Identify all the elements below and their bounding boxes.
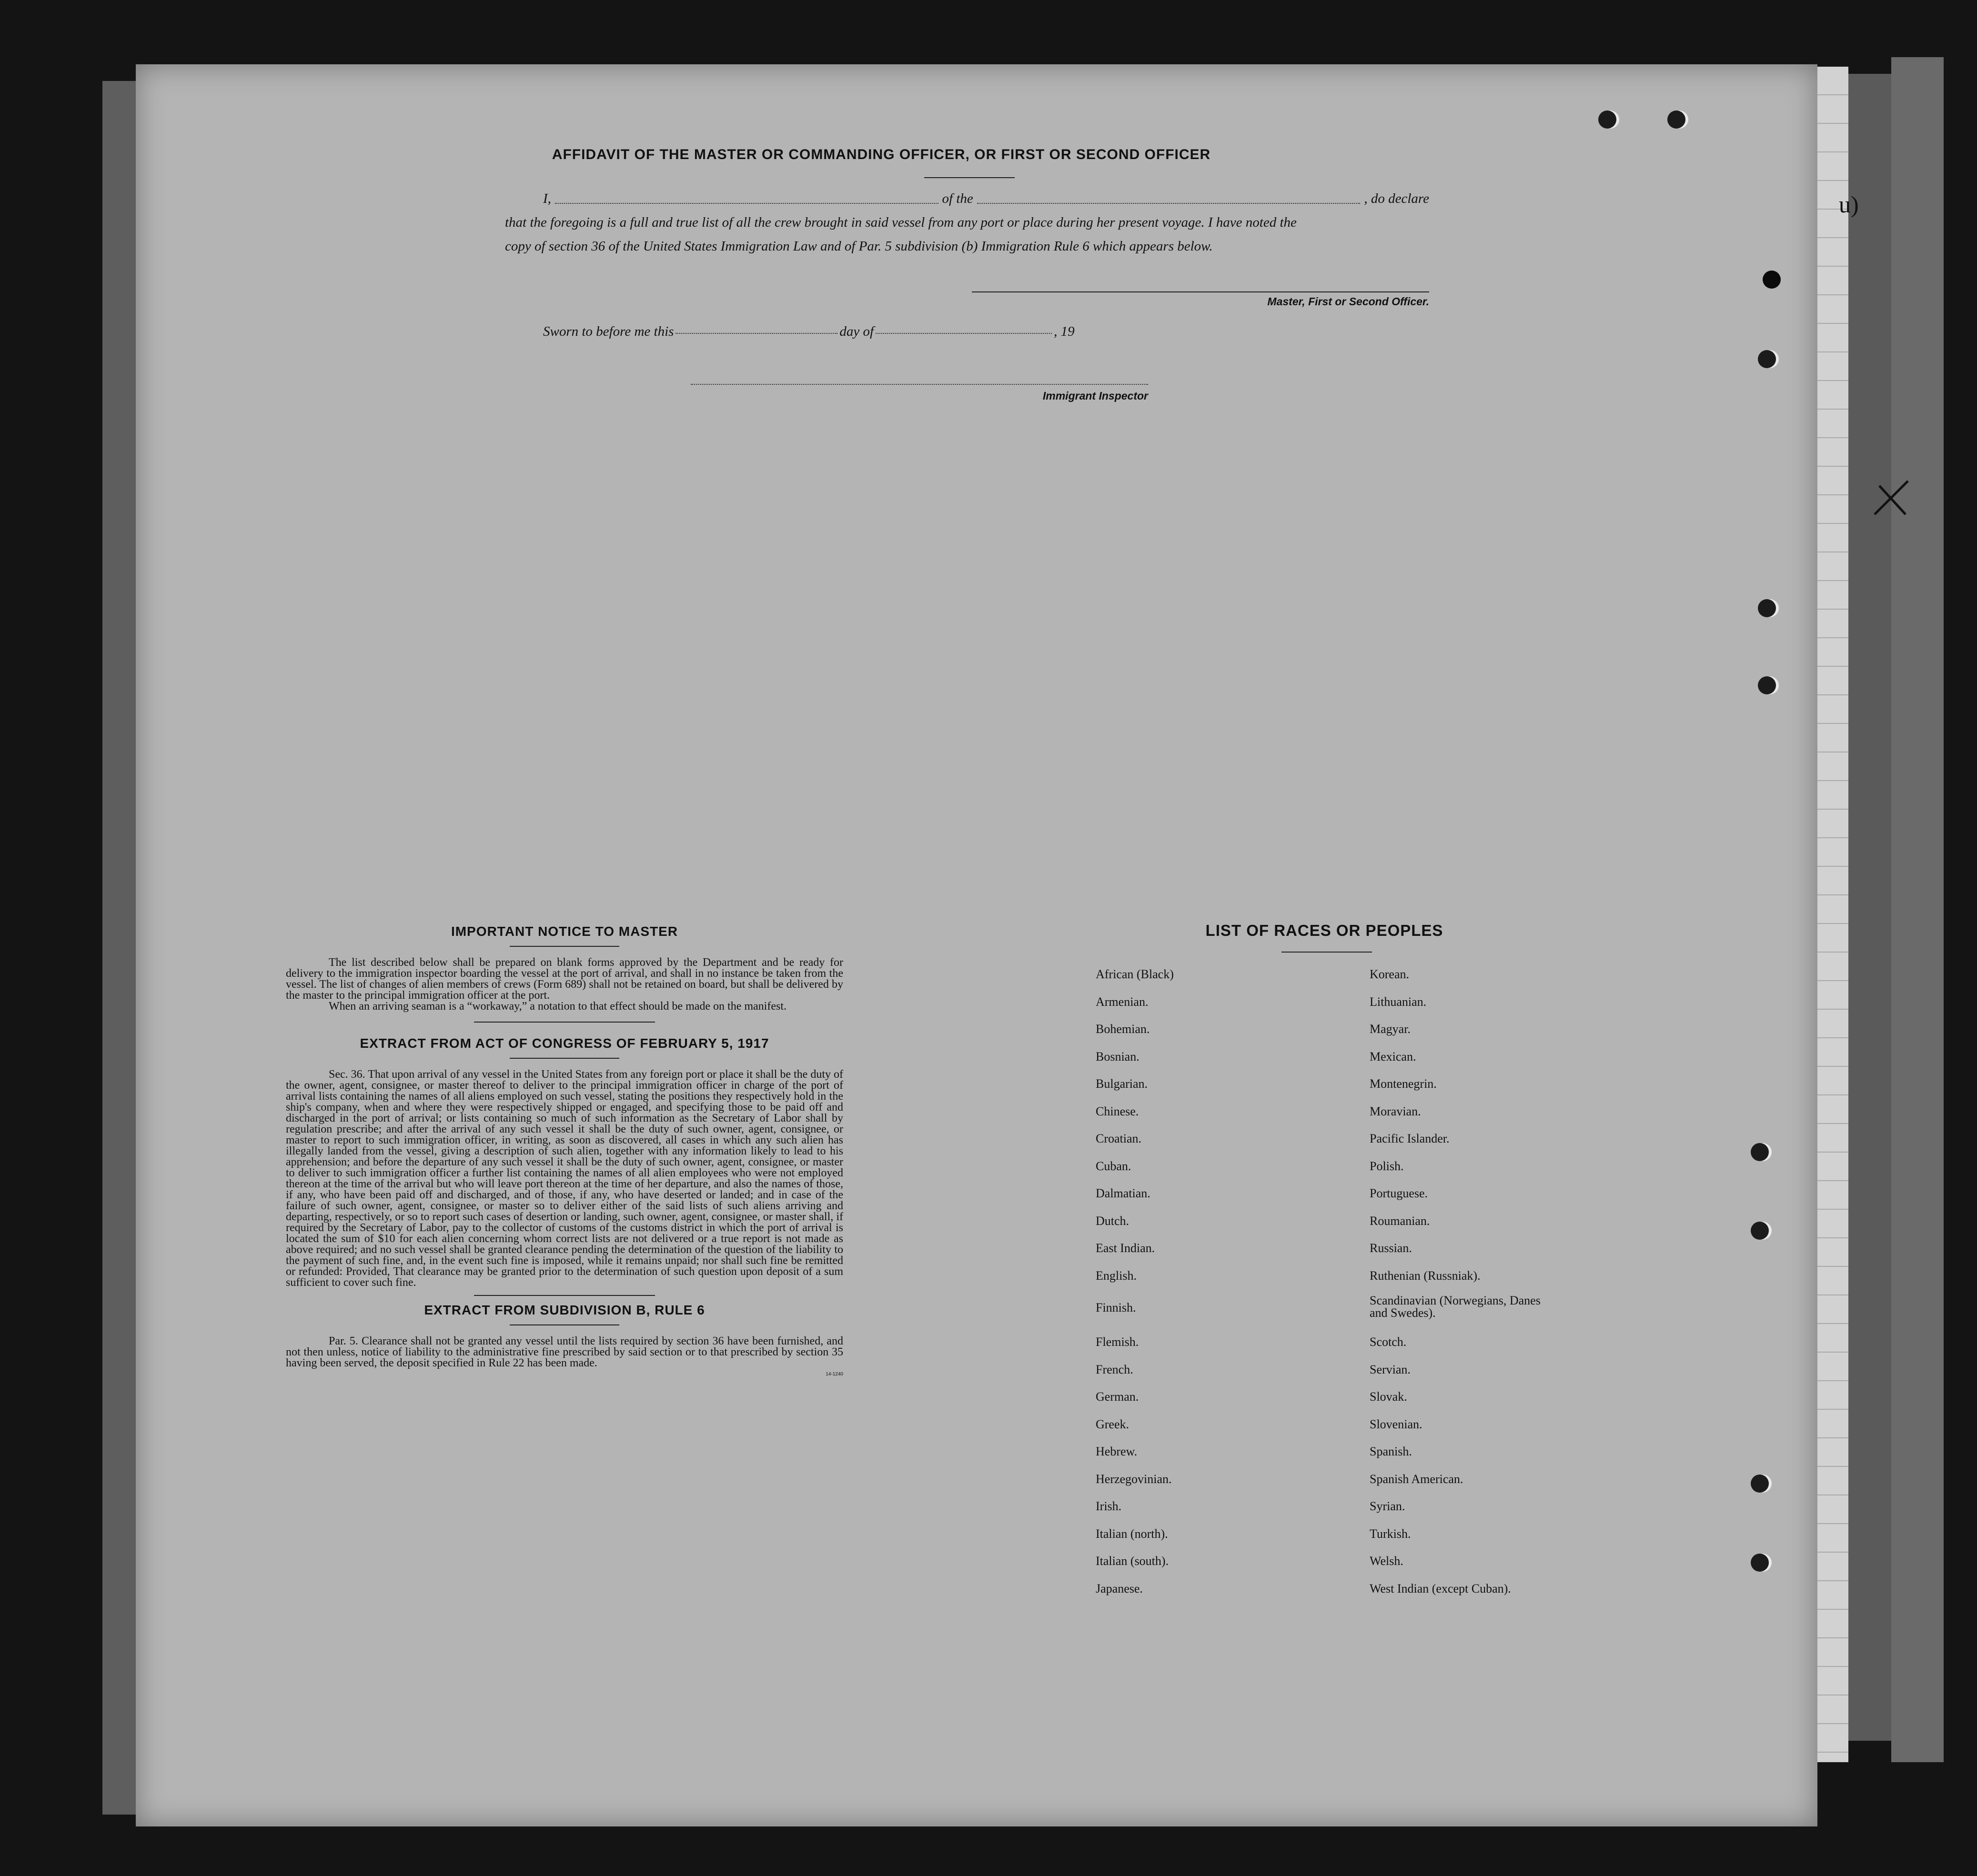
- races-list-right: [1370, 962, 1636, 1604]
- race-item: Herzegovinian.: [1096, 1472, 1172, 1486]
- notice-paragraph-1: The list described below shall be prepared on blank forms approved by the Department and be ready for delivery to the immigration inspector boarding the vessel at the port of arrival, and shall in no instance be taken from the vessel. The list of changes of alien members of crews (Form 689) shall not be retained on board, but shall be delivered by the master to the principal immigration officer at the port.: [286, 956, 843, 1002]
- race-item: Slovenian.: [1370, 1417, 1422, 1431]
- notice-divider: [510, 946, 619, 947]
- sworn-mid: day of: [839, 324, 874, 339]
- race-item: West Indian (except Cuban).: [1370, 1581, 1511, 1595]
- race-item: Finnish.: [1096, 1301, 1136, 1314]
- affidavit-line1-mid: of the: [942, 191, 973, 206]
- race-item: French.: [1096, 1362, 1133, 1376]
- inspector-caption: Immigrant Inspector: [1042, 390, 1148, 402]
- right-background-page: [1891, 57, 1944, 1762]
- binder-hole: [1751, 1143, 1769, 1161]
- affidavit-line1-start: I,: [543, 191, 551, 206]
- form-number: 14-1240: [826, 1372, 843, 1377]
- race-item: Russian.: [1370, 1241, 1412, 1255]
- race-item: Ruthenian (Russniak).: [1370, 1268, 1481, 1283]
- race-item: Dalmatian.: [1096, 1186, 1150, 1200]
- race-item: Bulgarian.: [1096, 1077, 1148, 1091]
- race-item: Flemish.: [1096, 1335, 1139, 1349]
- binder-hole: [1751, 1475, 1769, 1493]
- extract-act-text: Sec. 36. That upon arrival of any vessel in the United States from any foreign port or place it shall be the duty of the owner, agent, consignee, or master thereof to deliver to the principal immigration officer in charge of the port of arrival lists containing the names of all aliens employed on such vessel, stating the positions they respectively hold in the ship's company, when and where they were respectively shipped or engaged, and specifying those to be paid off and discharged in the port of arrival; or lists containing so much of such information as the Secretary of Labor shall by regulation prescribe; and after the arrival of any such vessel it shall be the duty of such owner, agent, consignee, or master to report to such immigration officer, in writing, as soon as discovered, all cases in which any such alien has illegally landed from the vessel, giving a description of such alien, together with any information likely to lead to his apprehension; and before the departure of any such vessel it shall be the duty of such owner, agent, consignee, or master to deliver to such immigration officer a further list containing the names of all alien employees who were not employed thereon at the time of the arrival but who will leave port thereon at the time of her departure, and also the names of those, if any, who have been paid off and discharged, and of those, if any, who have deserted or landed; and in case of the failure of such owner, agent, consignee, or master so to deliver either of the said lists of such aliens arriving and departing, respectively, or so to report such cases of desertion or landing, such owner, agent, consignee, or master shall, if required by the Secretary of Labor, pay to the collector of customs of the customs district in which the port of arrival is located the sum of $10 for each alien concerning whom correct lists are not delivered or a true report is not made as above required; and no such vessel shall be granted clearance pending the determination of the question of the liability to the payment of such fine, and, in the event such fine is imposed, while it remains unpaid; nor shall such fine be remitted or refunded: Provided, That clearance may be granted prior to the determination of such question upon deposit of a sum sufficient to cover such fine.: [286, 1068, 843, 1289]
- races-title: LIST OF RACES OR PEOPLES: [1205, 922, 1443, 939]
- race-item: Scotch.: [1370, 1335, 1407, 1349]
- affidavit-line1-end: , do declare: [1364, 191, 1429, 206]
- affidavit-line2: that the foregoing is a full and true list of all the crew brought in said vessel from any port or place during her present voyage. I have noted the: [505, 215, 1297, 230]
- name-blank: [555, 187, 938, 204]
- binder-hole: [1751, 1554, 1769, 1572]
- race-item: Spanish.: [1370, 1445, 1412, 1458]
- right-page-edge-dark: [1848, 74, 1891, 1741]
- race-item: Roumanian.: [1370, 1214, 1430, 1228]
- left-binding-edge: [102, 81, 138, 1815]
- binder-hole: [1758, 599, 1776, 617]
- race-item: Montenegrin.: [1370, 1077, 1437, 1091]
- race-item: Pacific Islander.: [1370, 1132, 1450, 1145]
- sworn-line: [543, 324, 1115, 340]
- race-item: Moravian.: [1370, 1104, 1421, 1118]
- notice-paragraph-2: When an arriving seaman is a “workaway,” a notation to that effect should be made on the manifest.: [329, 1000, 787, 1013]
- instructions-column: [286, 924, 843, 1377]
- section-divider: [474, 1022, 655, 1023]
- handwritten-x-mark: [1870, 476, 1913, 519]
- race-item: Cuban.: [1096, 1159, 1131, 1173]
- race-item: German.: [1096, 1390, 1139, 1404]
- vessel-blank: [977, 187, 1361, 204]
- race-item: Irish.: [1096, 1499, 1122, 1513]
- race-item: Chinese.: [1096, 1104, 1139, 1118]
- affidavit-title: AFFIDAVIT OF THE MASTER OR COMMANDING OFFICER, OR FIRST OR SECOND OFFICER: [552, 147, 1211, 162]
- notice-title: IMPORTANT NOTICE TO MASTER: [451, 924, 678, 939]
- races-divider: [1281, 952, 1372, 953]
- race-item: Welsh.: [1370, 1554, 1403, 1568]
- title-divider: [924, 177, 1015, 178]
- section-divider: [474, 1295, 655, 1296]
- binder-hole: [1598, 110, 1616, 129]
- race-item: Greek.: [1096, 1417, 1130, 1431]
- race-item: African (Black): [1096, 967, 1174, 981]
- race-item: Servian.: [1370, 1362, 1411, 1376]
- sworn-start: Sworn to before me this: [543, 324, 674, 339]
- binder-hole: [1758, 350, 1776, 368]
- race-item: English.: [1096, 1268, 1137, 1283]
- affidavit-body: [505, 187, 1429, 258]
- race-item: Lithuanian.: [1370, 994, 1427, 1009]
- race-item: Magyar.: [1370, 1022, 1411, 1036]
- race-item: Hebrew.: [1096, 1445, 1138, 1458]
- races-list-left: [1096, 962, 1362, 1604]
- race-item: Armenian.: [1096, 994, 1149, 1009]
- month-blank: [876, 324, 1052, 334]
- officer-signature-line: [972, 291, 1429, 292]
- affidavit-line3: copy of section 36 of the United States Immigration Law and of Par. 5 subdivision (b) Immigration Rule 6 which appears below.: [505, 239, 1213, 254]
- extract-rule-divider: [510, 1324, 619, 1325]
- race-item: Italian (north).: [1096, 1526, 1168, 1541]
- race-item: Polish.: [1370, 1159, 1404, 1173]
- race-item: Mexican.: [1370, 1049, 1416, 1063]
- race-item: Bosnian.: [1096, 1049, 1140, 1063]
- extract-rule-text: Par. 5. Clearance shall not be granted any vessel until the lists required by section 36 have been furnished, and not then unless, notice of liability to the administrative fine prescribed by said section or to that prescribed by section 35 having been served, the deposit specified in Rule 22 has been made.: [286, 1335, 843, 1369]
- race-item: Italian (south).: [1096, 1554, 1169, 1568]
- race-item: Korean.: [1370, 967, 1410, 981]
- extract-rule-title: EXTRACT FROM SUBDIVISION B, RULE 6: [424, 1303, 705, 1317]
- handwritten-paren: u): [1839, 191, 1859, 218]
- binder-hole: [1667, 110, 1685, 129]
- race-item: Syrian.: [1370, 1499, 1405, 1513]
- race-item: Dutch.: [1096, 1214, 1130, 1228]
- race-item: Turkish.: [1370, 1526, 1411, 1541]
- race-item: Croatian.: [1096, 1132, 1142, 1145]
- race-item: Slovak.: [1370, 1390, 1407, 1404]
- race-item: East Indian.: [1096, 1241, 1155, 1255]
- binder-hole: [1763, 271, 1781, 289]
- race-item: Japanese.: [1096, 1581, 1143, 1595]
- sworn-year: , 19: [1054, 324, 1075, 339]
- day-blank: [676, 324, 837, 334]
- extract-act-title: EXTRACT FROM ACT OF CONGRESS OF FEBRUARY 5, 1917: [360, 1036, 769, 1051]
- race-item: Bohemian.: [1096, 1022, 1150, 1036]
- binder-hole: [1758, 676, 1776, 694]
- inspector-signature-line: [691, 384, 1148, 385]
- binder-hole: [1751, 1222, 1769, 1240]
- extract-act-divider: [510, 1058, 619, 1059]
- officer-caption: Master, First or Second Officer.: [1267, 295, 1429, 308]
- race-item: Spanish American.: [1370, 1472, 1463, 1486]
- race-item: Scandinavian (Norwegians, Danes and Swedes).: [1370, 1294, 1541, 1320]
- race-item: Portuguese.: [1370, 1186, 1428, 1200]
